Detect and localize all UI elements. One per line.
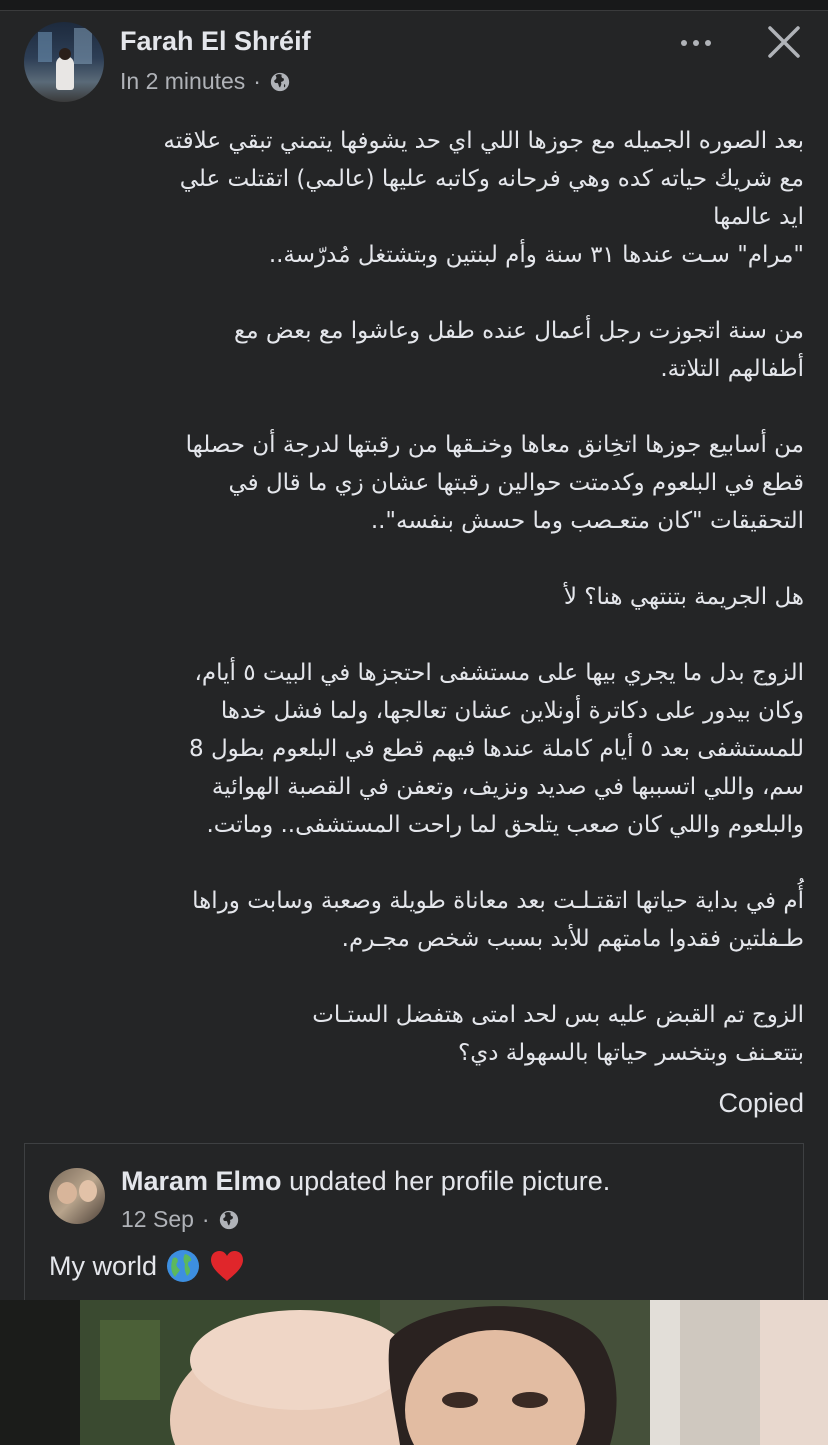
meta-separator: · — [201, 1206, 210, 1232]
shared-profile-photo[interactable] — [0, 1300, 828, 1445]
paragraph-line: من سنة اتجوزت رجل أعمال عنده طفل وعاشوا مع بعض مع — [234, 318, 804, 344]
author-name[interactable]: Farah El Shréif — [120, 26, 311, 56]
close-icon — [770, 28, 798, 56]
post-body — [24, 122, 804, 1072]
paragraph-line: للمستشفى بعد ٥ أيام كاملة عندها فيهم قطع في البلعوم بطول 8 — [189, 736, 804, 762]
paragraph-line: قطع في البلعوم وكدمتت حوالين رقبتها عشان زي ما قال في — [228, 470, 804, 496]
shared-author-avatar[interactable] — [49, 1168, 105, 1224]
close-button[interactable] — [764, 22, 804, 62]
paragraph-line: ايد عالمها — [713, 204, 804, 230]
shared-meta — [121, 1206, 240, 1233]
shared-post-header — [121, 1166, 610, 1197]
paragraph-line: طـفلتين فقدوا مامتهم للأبد بسبب شخص مجـرم. — [341, 926, 804, 952]
post-footer-text: Copied — [718, 1088, 804, 1118]
paragraph-line: الزوج تم القبض عليه بس لحد امتى هتفضل الستـات — [312, 1002, 804, 1028]
shared-author-name[interactable]: Maram Elmo — [121, 1166, 282, 1196]
paragraph-line: أُم في بداية حياتها اتقتـلـت بعد معاناة طويلة وصعبة وسابت وراها — [192, 888, 804, 914]
paragraph-line: سم، واللي اتسببها في صديد ونزيف، وتعفن في القصبة الهوائية — [211, 774, 804, 800]
paragraph-line: الزوج بدل ما يجري بيها على مستشفى احتجزها في البيت ٥ أيام، — [194, 660, 804, 686]
paragraph-line: هل الجريمة بتنتهي هنا؟ لأ — [563, 584, 804, 610]
shared-date[interactable]: 12 Sep — [121, 1206, 194, 1232]
paragraph-line: من أسابيع جوزها اتخِانق معاها وخنـقها من رقبتها لدرجة أن حصلها — [185, 432, 804, 458]
shared-action: updated her profile picture. — [289, 1166, 611, 1196]
shared-caption — [49, 1248, 245, 1284]
paragraph-line: بعد الصوره الجميله مع جوزها اللي اي حد يشوفها يتمني تبقي علاقته — [163, 128, 804, 154]
red-heart-icon — [209, 1249, 245, 1283]
more-horizontal-icon — [681, 40, 687, 46]
caption-text: My world — [49, 1250, 158, 1281]
paragraph-line: بتتعـنف وبتخسر حياتها بالسهولة دي؟ — [458, 1040, 804, 1066]
paragraph-line: التحقيقات "كان متعـصب وما حسش بنفسه".. — [370, 508, 804, 534]
paragraph-line: وكان بيدور على دكاترة أونلاين عشان تعالجها، ولما فشل خدها — [220, 698, 804, 724]
top-divider — [0, 0, 828, 11]
shared-post-card[interactable] — [24, 1143, 804, 1314]
paragraph-line: والبلعوم واللي كان صعب يتلحق لما راحت المستشفى.. وماتت. — [206, 812, 804, 838]
globe-icon — [218, 1209, 240, 1231]
post-time[interactable]: In 2 minutes — [120, 68, 246, 94]
more-options-button[interactable] — [676, 28, 716, 58]
post-header — [0, 18, 828, 108]
globe-emoji-icon — [165, 1248, 201, 1284]
paragraph-line: "مرام" سـت عندها ٣١ سنة وأم لبنتين وبتشتغل مُدرّسة.. — [268, 242, 804, 268]
globe-icon — [269, 71, 291, 93]
paragraph-line: أطفالهم التلاتة. — [660, 356, 804, 382]
meta-separator: · — [253, 68, 261, 94]
paragraph-line: مع شريك حياته كده وهي فرحانه وكاتبه عليها (عالمي) اتقتلت علي — [179, 166, 804, 192]
author-avatar[interactable] — [24, 22, 104, 102]
post-meta — [120, 68, 291, 95]
